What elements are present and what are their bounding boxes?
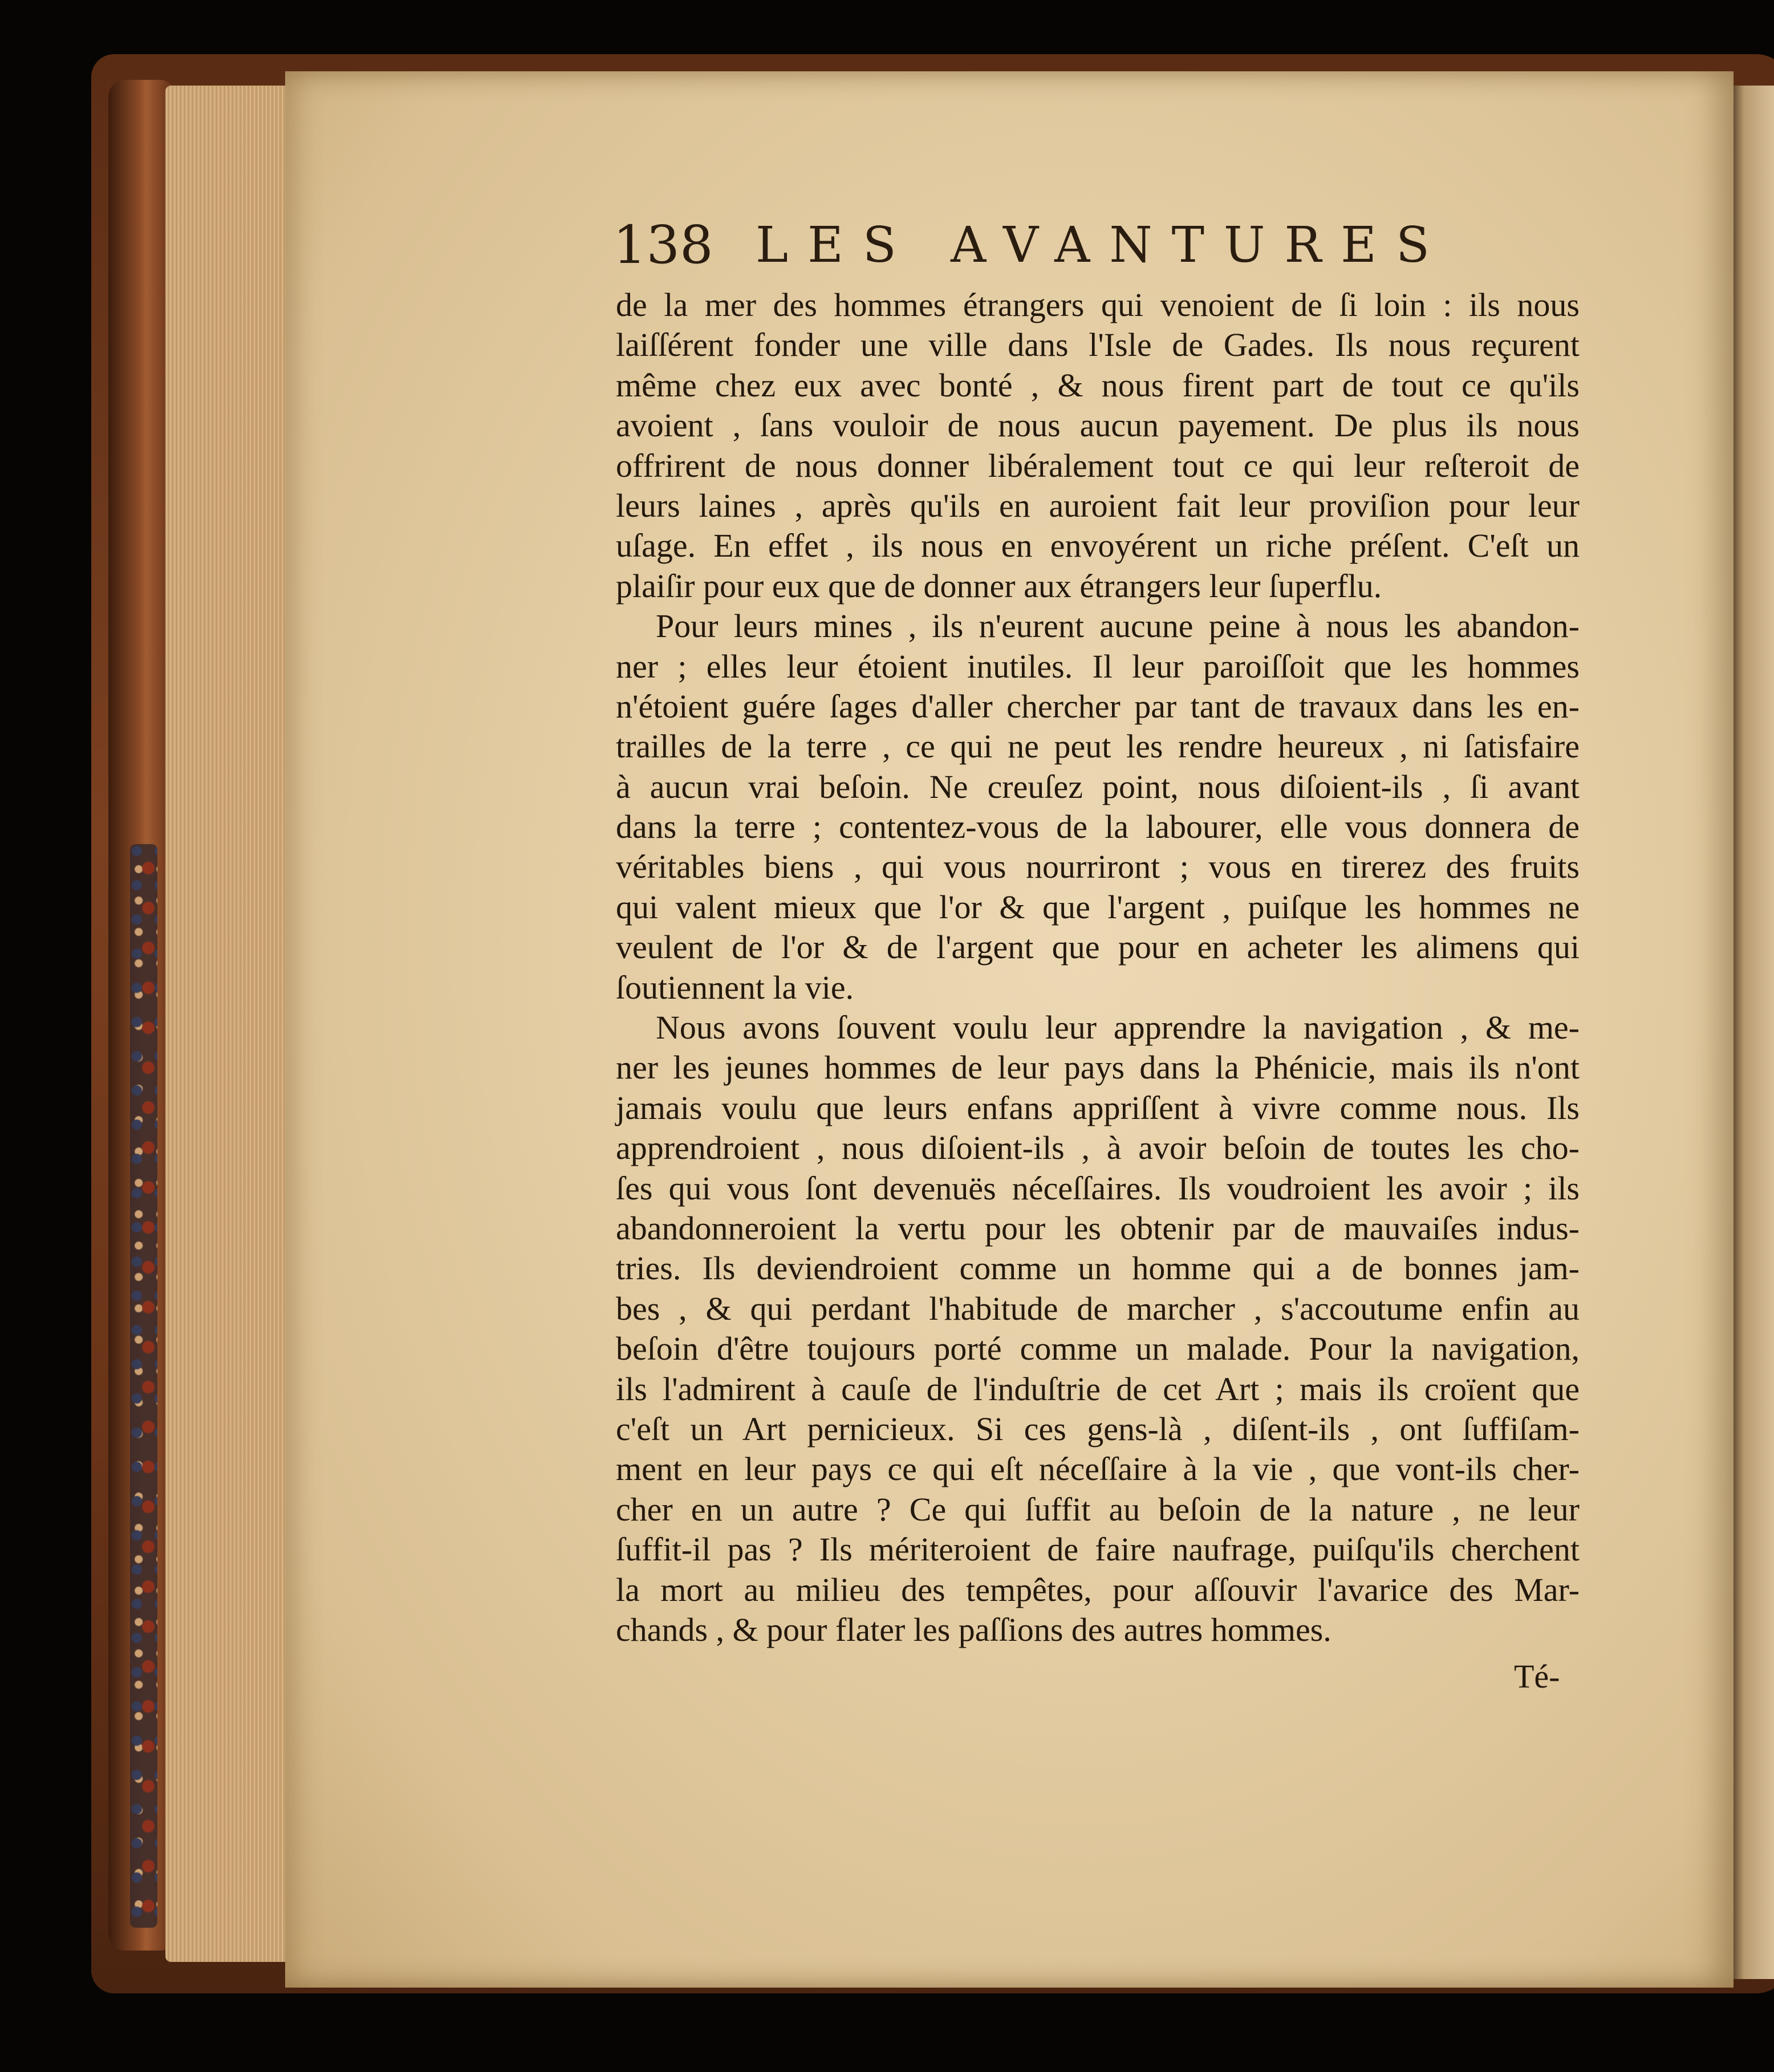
text-line: c'eſt un Art pernicieux. Si ces gens-là , diſent-ils , ont ſuffiſam- (616, 1410, 1580, 1447)
text-line: Pour leurs mines , ils n'eurent aucune peine à nous les abandon- (656, 607, 1580, 645)
text-line: cher en un autre ? Ce qui ſuffit au beſoin de la nature , ne leur (616, 1490, 1580, 1528)
page-number: 138 (613, 214, 713, 275)
text-line: avoient , ſans vouloir de nous aucun payement. De plus ils nous (616, 407, 1580, 444)
text-line: tries. Ils deviendroient comme un homme qui a de bonnes jam- (616, 1250, 1580, 1287)
body-text (616, 285, 1580, 1650)
text-line: bes , & qui perdant l'habitude de marcher , s'accoutume enfin au (616, 1290, 1580, 1327)
text-line: chands , & pour flater les paſſions des autres hommes. (616, 1611, 1331, 1648)
text-line: beſoin d'être toujours porté comme un malade. Pour la navigation, (616, 1330, 1580, 1368)
facing-page-edge (1728, 86, 1774, 1979)
text-line: ſoutiennent la vie. (616, 968, 854, 1006)
page-header (613, 214, 1480, 277)
text-line: Nous avons ſouvent voulu leur apprendre la navigation , & me- (656, 1009, 1580, 1047)
text-line: ſes qui vous ſont devenuës néceſſaires. Ils voudroient les avoir ; ils (616, 1169, 1580, 1207)
text-line: même chez eux avec bonté , & nous firent part de tout ce qu'ils (616, 366, 1580, 404)
text-line: à aucun vrai beſoin. Ne creuſez point, nous diſoient-ils , ſi avant (616, 768, 1580, 805)
text-line: ils l'admirent à cauſe de l'induſtrie de cet Art ; mais ils croïent que (616, 1370, 1580, 1408)
text-line: leurs laines , après qu'ils en auroient fait leur proviſion pour leur (616, 486, 1580, 524)
text-line: la mort au milieu des tempêtes, pour aſſouvir l'avarice des Mar- (616, 1571, 1580, 1608)
text-line: apprendroient , nous diſoient-ils , à avoir beſoin de toutes les cho- (616, 1129, 1580, 1167)
text-line: laiſſérent fonder une ville dans l'Isle de Gades. Ils nous reçurent (616, 326, 1580, 364)
text-line: ner les jeunes hommes de leur pays dans la Phénicie, mais ils n'ont (616, 1049, 1580, 1086)
text-line: ment en leur pays ce qui eſt néceſſaire à la vie , que vont-ils cher- (616, 1450, 1580, 1488)
text-line: qui valent mieux que l'or & que l'argent , puiſque les hommes ne (616, 888, 1580, 926)
text-line: n'étoient guére ſages d'aller chercher par tant de travaux dans les en- (616, 687, 1580, 725)
running-title: LES AVANTURES (756, 217, 1449, 274)
text-line: jamais voulu que leurs enfans appriſſent à vivre comme nous. Ils (616, 1089, 1580, 1126)
text-line: uſage. En effet , ils nous en envoyérent un riche préſent. C'eſt un (616, 527, 1580, 565)
catchword: Té- (1514, 1658, 1560, 1695)
text-line: offrirent de nous donner libéralement tout ce qui leur reſteroit de (616, 447, 1580, 484)
text-line: ſuffit-il pas ? Ils mériteroient de faire naufrage, puiſqu'ils cherchent (616, 1531, 1580, 1568)
text-line: ner ; elles leur étoient inutiles. Il leur paroiſſoit que les hommes (616, 647, 1580, 685)
text-line: plaiſir pour eux que de donner aux étrangers leur ſuperflu. (616, 567, 1382, 605)
text-line: dans la terre ; contentez-vous de la labourer, elle vous donnera de (616, 808, 1580, 846)
text-line: de la mer des hommes étrangers qui venoient de ſi loin : ils nous (616, 286, 1580, 323)
text-line: abandonneroient la vertu pour les obtenir par de mauvaiſes indus- (616, 1209, 1580, 1247)
text-line: veulent de l'or & de l'argent que pour en acheter les alimens qui (616, 928, 1580, 966)
page-edges (165, 86, 297, 1962)
text-line: trailles de la terre , ce qui ne peut les rendre heureux , ni ſatisfaire (616, 728, 1580, 765)
marbled-endpaper (130, 844, 157, 1928)
text-line: véritables biens , qui vous nourriront ; vous en tirerez des fruits (616, 848, 1580, 886)
